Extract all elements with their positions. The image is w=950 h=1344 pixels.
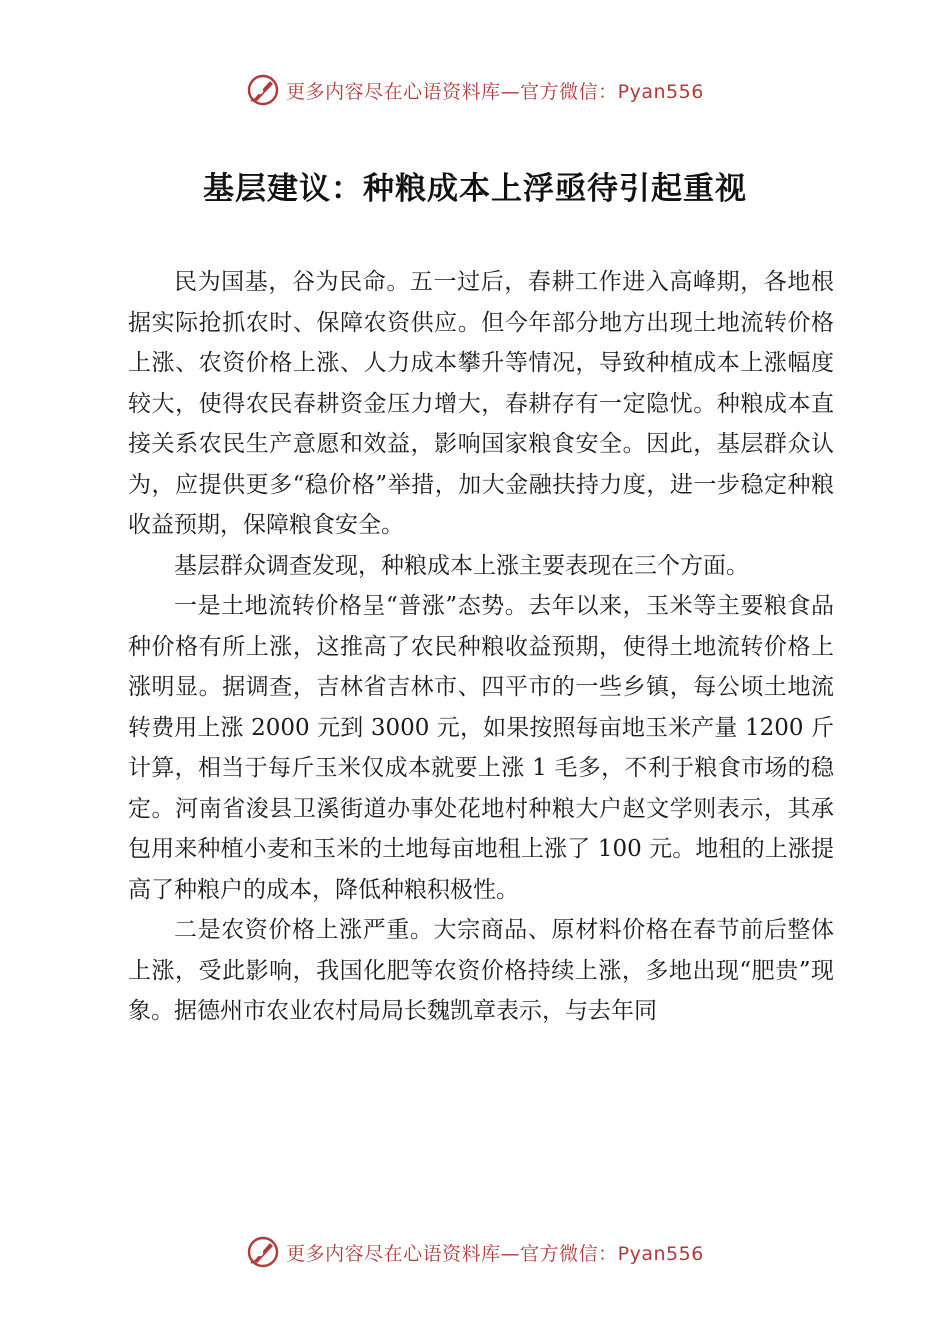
footer-banner	[0, 1232, 950, 1272]
footer-banner-text: 更多内容尽在心语资料库—官方微信：Pyan556	[286, 1242, 704, 1265]
document-body	[128, 262, 834, 1032]
document-title: 基层建议：种粮成本上浮亟待引起重视	[203, 171, 747, 207]
paragraph-intro: 民为国基，谷为民命。五一过后，春耕工作进入高峰期，各地根据实际抢抓农时、保障农资供应。但今年部分地方出现土地流转价格上涨、农资价格上涨、人力成本攀升等情况，导致种植成本上涨幅度较大，使得农民春耕资金压力增大，春耕存有一定隐忧。种粮成本直接关系农民生产意愿和效益，影响国家粮食安全。因此，基层群众认为，应提供更多“稳价格”举措，加大金融扶持力度，进一步稳定种粮收益预期，保障粮食安全。	[128, 269, 834, 538]
paragraph-summary: 基层群众调查发现，种粮成本上涨主要表现在三个方面。	[174, 552, 749, 579]
paragraph-agri-supplies: 二是农资价格上涨严重。大宗商品、原材料价格在春节前后整体上涨，受此影响，我国化肥等农资价格持续上涨，多地出现“肥贵”现象。据德州市农业农村局局长魏凯章表示，与去年同	[128, 917, 834, 1024]
brush-pen-logo-icon	[246, 73, 280, 107]
paragraph-land-transfer: 一是土地流转价格呈“普涨”态势。去年以来，玉米等主要粮食品种价格有所上涨，这推高了农民种粮收益预期，使得土地流转价格上涨明显。据调查，吉林省吉林市、四平市的一些乡镇，每公顷土地流转费用上涨 2000 元到 3000 元，如果按照每亩地玉米产量 1200 斤计算，相当于每斤玉米仅成本就要上涨 1 毛多，不利于粮食市场的稳定。河南省浚县卫溪街道办事处花地村种粮大户赵文学则表示，其承包用来种植小麦和玉米的土地每亩地租上涨了 100 元。地租的上涨提高了种粮户的成本，降低种粮积极性。	[128, 593, 834, 903]
header-banner-text: 更多内容尽在心语资料库—官方微信：Pyan556	[286, 80, 704, 103]
brush-pen-logo-icon	[246, 1235, 280, 1269]
header-banner	[0, 70, 950, 110]
